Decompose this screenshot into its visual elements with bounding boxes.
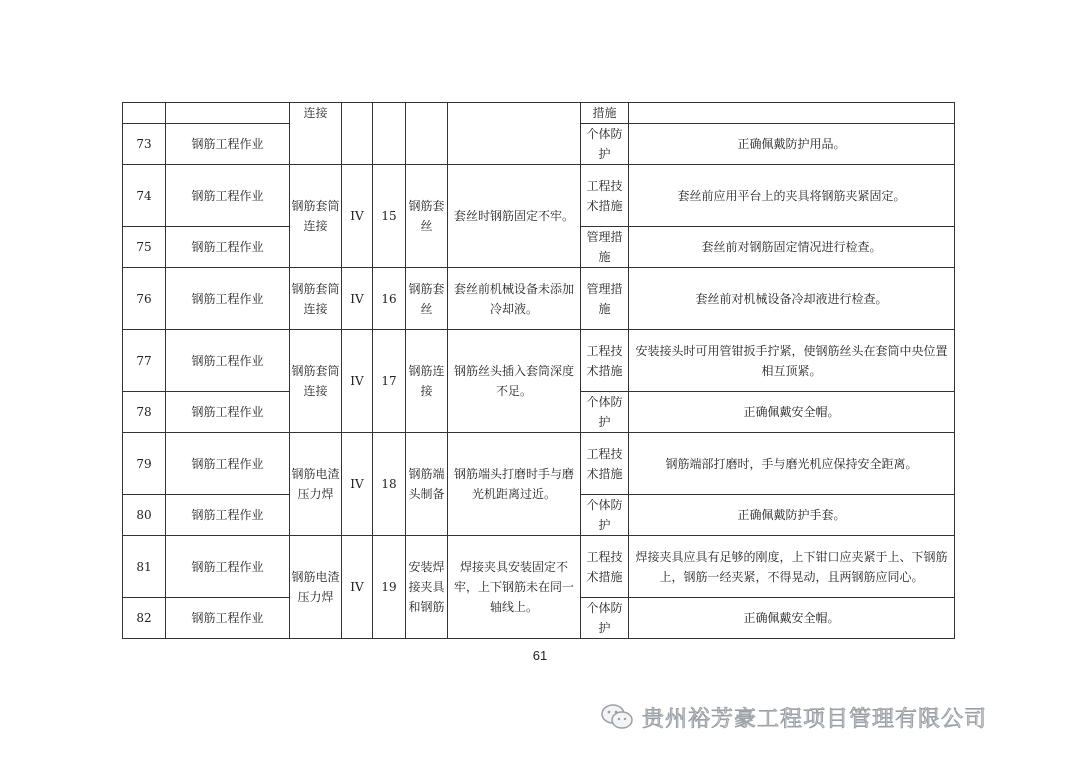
- table-row: [123, 165, 955, 227]
- remark-cell: 正确佩戴防护用品。: [629, 124, 955, 165]
- row-number-cell: 82: [123, 598, 166, 639]
- remark-cell: [629, 103, 955, 124]
- process-cell: 连接: [290, 103, 342, 165]
- measure-type-cell: 工程技术措施: [581, 330, 629, 392]
- level-cell: IV: [342, 433, 373, 536]
- measure-type-cell: 工程技术措施: [581, 536, 629, 598]
- measure-type-cell: 工程技术措施: [581, 165, 629, 227]
- table-row: [123, 433, 955, 495]
- row-number-cell: 75: [123, 227, 166, 268]
- row-number-cell: [123, 103, 166, 124]
- level-cell: IV: [342, 536, 373, 639]
- step-cell: 钢筋连接: [406, 330, 448, 433]
- measure-type-cell: 管理措施: [581, 227, 629, 268]
- measure-type-cell: 个体防护: [581, 495, 629, 536]
- measure-type-cell: 措施: [581, 103, 629, 124]
- remark-cell: 正确佩戴安全帽。: [629, 392, 955, 433]
- work-type-cell: [166, 103, 290, 124]
- wechat-icon: [600, 703, 634, 731]
- remark-cell: 安装接头时可用管钳扳手拧紧，使钢筋丝头在套筒中央位置相互顶紧。: [629, 330, 955, 392]
- row-number-cell: 74: [123, 165, 166, 227]
- step-cell: 钢筋端头制备: [406, 433, 448, 536]
- hazard-cell: 套丝前机械设备未添加冷却液。: [448, 268, 581, 330]
- table-row: [123, 536, 955, 598]
- level-cell: IV: [342, 268, 373, 330]
- measure-type-cell: 个体防护: [581, 124, 629, 165]
- row-number-cell: 79: [123, 433, 166, 495]
- table-row: [123, 103, 955, 124]
- process-cell: 钢筋套筒连接: [290, 268, 342, 330]
- process-cell: 钢筋电渣压力焊: [290, 433, 342, 536]
- hazard-cell: [448, 103, 581, 165]
- table-row: [123, 268, 955, 330]
- step-cell: [406, 103, 448, 165]
- process-cell: 钢筋套筒连接: [290, 165, 342, 268]
- watermark: [600, 700, 987, 734]
- hazard-cell: 钢筋端头打磨时手与磨光机距离过近。: [448, 433, 581, 536]
- hazard-table: [122, 102, 955, 639]
- row-number-cell: 80: [123, 495, 166, 536]
- row-number-cell: 77: [123, 330, 166, 392]
- sequence-cell: 19: [373, 536, 406, 639]
- work-type-cell: 钢筋工程作业: [166, 330, 290, 392]
- work-type-cell: 钢筋工程作业: [166, 495, 290, 536]
- remark-cell: 正确佩戴安全帽。: [629, 598, 955, 639]
- hazard-cell: 钢筋丝头插入套筒深度不足。: [448, 330, 581, 433]
- process-cell: 钢筋套筒连接: [290, 330, 342, 433]
- step-cell: 安装焊接夹具和钢筋: [406, 536, 448, 639]
- hazard-cell: 焊接夹具安装固定不牢，上下钢筋未在同一轴线上。: [448, 536, 581, 639]
- sequence-cell: 16: [373, 268, 406, 330]
- page-number: 61: [532, 648, 548, 663]
- remark-cell: 正确佩戴防护手套。: [629, 495, 955, 536]
- row-number-cell: 78: [123, 392, 166, 433]
- remark-cell: 焊接夹具应具有足够的刚度，上下钳口应夹紧于上、下钢筋上，钢筋一经夹紧，不得晃动，且两钢筋应同心。: [629, 536, 955, 598]
- measure-type-cell: 个体防护: [581, 598, 629, 639]
- work-type-cell: 钢筋工程作业: [166, 165, 290, 227]
- work-type-cell: 钢筋工程作业: [166, 433, 290, 495]
- level-cell: IV: [342, 330, 373, 433]
- work-type-cell: 钢筋工程作业: [166, 392, 290, 433]
- remark-cell: 套丝前对机械设备冷却液进行检查。: [629, 268, 955, 330]
- sequence-cell: 18: [373, 433, 406, 536]
- work-type-cell: 钢筋工程作业: [166, 598, 290, 639]
- step-cell: 钢筋套丝: [406, 165, 448, 268]
- row-number-cell: 76: [123, 268, 166, 330]
- table-row: [123, 330, 955, 392]
- sequence-cell: 15: [373, 165, 406, 268]
- remark-cell: 套丝前应用平台上的夹具将钢筋夹紧固定。: [629, 165, 955, 227]
- measure-type-cell: 个体防护: [581, 392, 629, 433]
- watermark-text: 贵州裕芳豪工程项目管理有限公司: [642, 706, 988, 732]
- sequence-cell: [373, 103, 406, 165]
- sequence-cell: 17: [373, 330, 406, 433]
- work-type-cell: 钢筋工程作业: [166, 227, 290, 268]
- measure-type-cell: 工程技术措施: [581, 433, 629, 495]
- level-cell: IV: [342, 165, 373, 268]
- work-type-cell: 钢筋工程作业: [166, 536, 290, 598]
- work-type-cell: 钢筋工程作业: [166, 124, 290, 165]
- row-number-cell: 81: [123, 536, 166, 598]
- measure-type-cell: 管理措施: [581, 268, 629, 330]
- level-cell: [342, 103, 373, 165]
- row-number-cell: 73: [123, 124, 166, 165]
- work-type-cell: 钢筋工程作业: [166, 268, 290, 330]
- remark-cell: 钢筋端部打磨时，手与磨光机应保持安全距离。: [629, 433, 955, 495]
- process-cell: 钢筋电渣压力焊: [290, 536, 342, 639]
- remark-cell: 套丝前对钢筋固定情况进行检查。: [629, 227, 955, 268]
- hazard-cell: 套丝时钢筋固定不牢。: [448, 165, 581, 268]
- step-cell: 钢筋套丝: [406, 268, 448, 330]
